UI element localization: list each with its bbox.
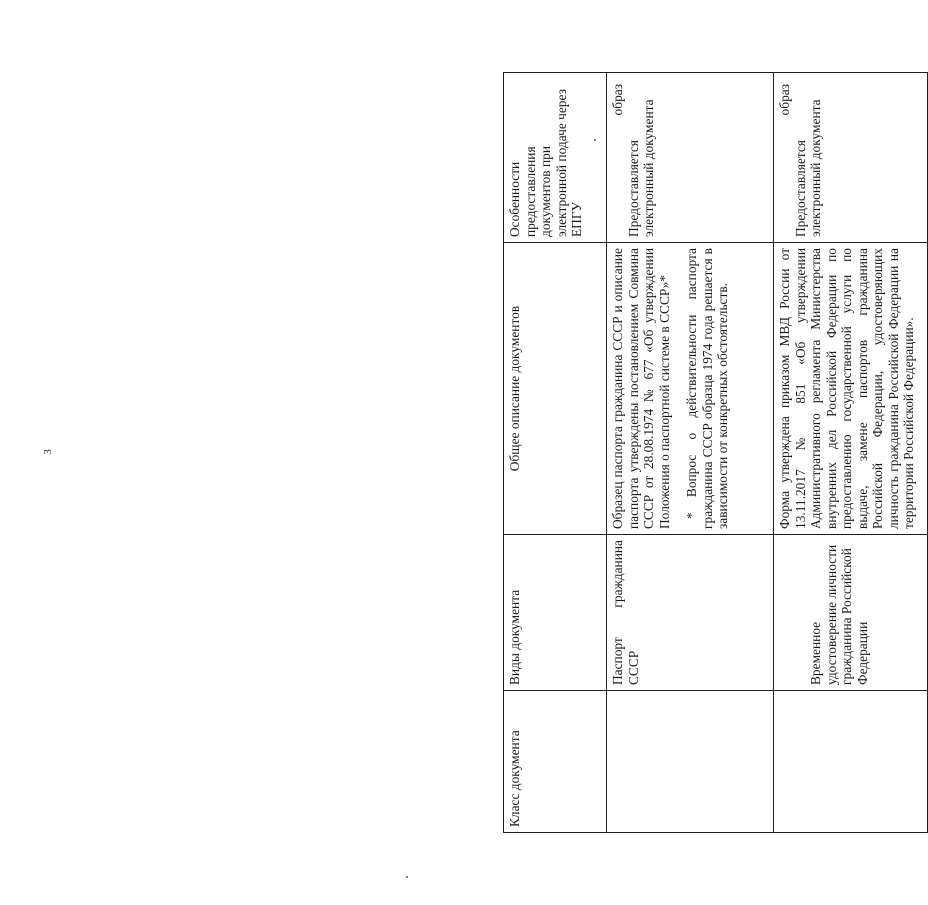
page-number: 3 xyxy=(42,449,54,455)
description-text: Форма утверждена приказом МВД России от 13.11.2017 № 851 «Об утверждении Административного регламента Министерства внутренних дел Российской Федерации по предоставлению государственной услуги по выдаче, замене паспортов гражданина Российской Федерации, удостоверяющих личность гражданина Российской Федерации на территории Российской Федерации». xyxy=(777,248,917,529)
scan-speck xyxy=(406,876,408,878)
feature-text: Предоставляется электронный документа xyxy=(625,99,657,237)
table-row xyxy=(607,73,774,833)
rotated-table-frame xyxy=(503,73,920,833)
header-features: Особенности предоставления документов при электронной подаче через ЕПГУ xyxy=(504,73,607,243)
feature-extra-word: образ xyxy=(777,84,792,116)
cell-description xyxy=(774,243,928,535)
cell-doc-class xyxy=(607,691,774,833)
description-text: Образец паспорта гражданина СССР и описание паспорта утверждены постановлением Совмина СССР от 28.08.1974 № 677 «Об утверждении Положения о паспортной системе в СССР»* xyxy=(610,248,672,529)
cell-doc-type: Паспорт гражданина СССР xyxy=(607,535,774,691)
table-header-row xyxy=(504,73,607,833)
feature-extra-word: образ xyxy=(610,84,625,116)
cell-doc-type: Временное удостоверение личности гражданина Российской Федерации xyxy=(774,535,928,691)
feature-text: Предоставляется электронный документа xyxy=(792,99,824,237)
description-note: * Вопрос о действительности паспорта гражданина СССР образца 1974 года решается в зависимости от конкретных обстоятельств. xyxy=(684,248,731,529)
header-description: Общее описание документов xyxy=(504,243,607,535)
cell-features xyxy=(774,73,928,243)
header-doc-types: Виды документа xyxy=(504,535,607,691)
cell-doc-class xyxy=(774,691,928,833)
header-doc-class: Класс документа xyxy=(504,691,607,833)
documents-table xyxy=(503,72,928,833)
cell-features xyxy=(607,73,774,243)
table-row xyxy=(774,73,928,833)
cell-description xyxy=(607,243,774,535)
